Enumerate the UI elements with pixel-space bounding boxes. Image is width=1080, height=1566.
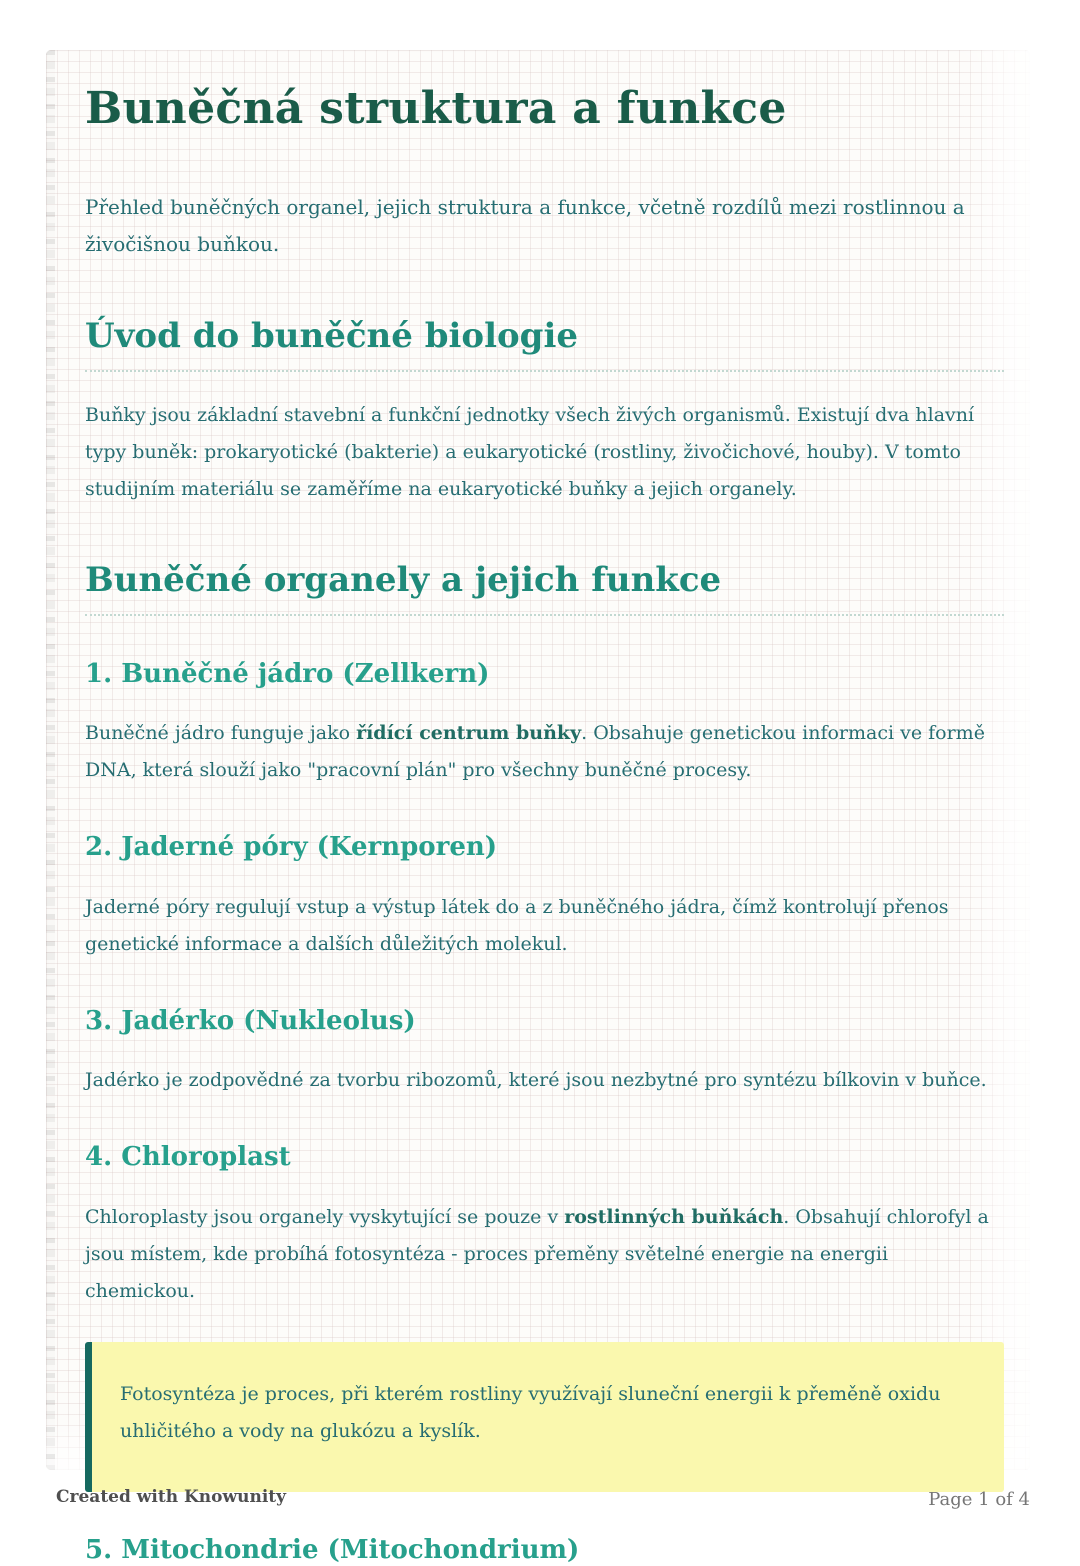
organelle-description-nucleolus — [85, 1062, 1004, 1099]
page-title: Buněčná struktura a funkce — [85, 83, 787, 134]
organelle-heading-nuclear-pores: 2. Jaderné póry (Kernporen) — [85, 832, 498, 863]
text-segment: Jadérko je zodpovědné za tvorbu ribozomů, které jsou nezbytné pro syntézu bílkovin v buňce. — [85, 1069, 987, 1092]
organelle-description-nucleus — [85, 715, 1004, 789]
text-segment: . Obsahuje genetickou informaci ve formě DNA, která slouží jako "pracovní plán" pro všechny buněčné procesy. — [85, 722, 985, 782]
intro-paragraph: Buňky jsou základní stavební a funkční jednotky všech živých organismů. Existují dva hlavní typy buněk: prokaryotické (bakterie) a eukaryotické (rostliny, živočichové, houby). V tomto studijním materiálu se zaměříme na eukaryotické buňky a jejich organely. — [85, 403, 975, 500]
organelle-heading-mitochondria: 5. Mitochondrie (Mitochondrium) — [85, 1534, 580, 1565]
text-segment: . Obsahují chlorofyl a jsou místem, kde probíhá fotosyntéza - proces přeměny světelné energie na energii chemickou. — [85, 1205, 989, 1302]
bold-text: řídící centrum buňky — [356, 722, 582, 745]
organelle-heading-chloroplast: 4. Chloroplast — [85, 1142, 291, 1173]
organelle-heading-nucleus: 1. Buněčné jádro (Zellkern) — [85, 658, 490, 689]
text-segment: Buněčné jádro funguje jako — [85, 722, 357, 745]
footer-created-with: Created with Knowunity — [56, 1487, 287, 1507]
text-segment: Chloroplasty jsou organely vyskytující se pouze v — [85, 1205, 565, 1228]
section-heading-organelles: Buněčné organely a jejich funkce — [85, 560, 1004, 616]
bold-text: rostlinných buňkách — [564, 1205, 784, 1228]
highlight-callout — [85, 1342, 1004, 1492]
organelle-heading-nucleolus: 3. Jadérko (Nukleolus) — [85, 1005, 416, 1036]
organelle-description-nuclear-pores — [85, 889, 1004, 963]
callout-text: Fotosyntéza je proces, při kterém rostliny využívají sluneční energii k přeměně oxidu uhličitého a vody na glukózu a kyslík. — [120, 1382, 941, 1442]
document-subtitle: Přehled buněčných organel, jejich struktura a funkce, včetně rozdílů mezi rostlinnou a živočišnou buňkou. — [85, 194, 965, 257]
text-segment: Jaderné póry regulují vstup a výstup látek do a z buněčného jádra, čímž kontrolují přenos genetické informace a dalších důležitých molekul. — [85, 895, 949, 955]
footer-page-indicator: Page 1 of 4 — [928, 1489, 1030, 1510]
section-heading-intro: Úvod do buněčné biologie — [85, 316, 1004, 372]
organelle-description-chloroplast — [85, 1199, 1004, 1310]
document-content — [46, 84, 1030, 1566]
